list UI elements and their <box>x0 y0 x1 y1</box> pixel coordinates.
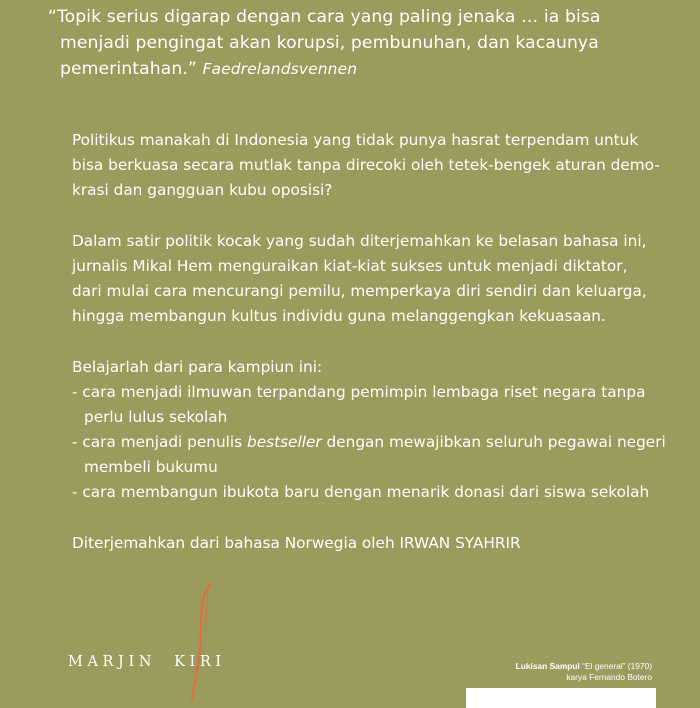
publisher-name-part1: MARJIN <box>68 654 157 670</box>
list-item-3: - cara membangun ibukota baru dengan menarik donasi dari siswa sekolah <box>72 483 650 501</box>
caption-rest: “El general” (1970) <box>579 661 652 671</box>
cover-art-caption <box>516 661 652 683</box>
blurb-quote <box>48 4 680 82</box>
list-item-2-cont: membeli bukumu <box>84 458 218 476</box>
list-item-2 <box>72 430 692 455</box>
list-item-1: - cara menjadi ilmuwan terpandang pemimpin lembaga riset negara tanpa <box>72 383 646 401</box>
caption-bold: Lukisan Sampul <box>515 661 580 671</box>
translator-credit: Diterjemahkan dari bahasa Norwegia oleh IRWAN SYAHRIR <box>72 534 521 552</box>
paragraph1-line: krasi dan gangguan kubu oposisi? <box>72 181 333 199</box>
quote-source: Faedrelandsvennen <box>202 60 358 78</box>
caption-line-1 <box>516 661 652 672</box>
paragraph2-line: hingga membangun kultus individu guna melanggengkan kekuasaan. <box>72 307 606 325</box>
paragraph2-line: dari mulai cara mencurangi pemilu, memperkaya diri sendiri dan keluarga, <box>72 282 647 300</box>
publisher-logo <box>68 654 226 670</box>
publisher-logo-mark-icon <box>188 582 220 702</box>
paragraph2-line: Dalam satir politik kocak yang sudah diterjemahkan ke belasan bahasa ini, <box>72 232 647 250</box>
barcode-area <box>466 688 656 708</box>
back-cover-body <box>72 128 692 556</box>
paragraph2-line: jurnalis Mikal Hem menguraikan kiat-kiat sukses untuk menjadi diktator, <box>72 257 628 275</box>
bestseller-emphasis: bestseller <box>247 433 322 451</box>
quote-line-2: menjadi pengingat akan korupsi, pembunuhan, dan kacaunya <box>60 33 599 53</box>
quote-line-3-text: pemerintahan.” <box>60 59 197 79</box>
quote-line-1: “Topik serius digarap dengan cara yang paling jenaka … ia bisa <box>48 7 601 27</box>
list-item-1-cont: perlu lulus sekolah <box>84 408 228 426</box>
list-item-2-post: dengan mewajibkan seluruh pegawai negeri <box>321 433 666 451</box>
caption-line-2: karya Fernando Botero <box>566 672 652 682</box>
publisher-name-part2: KIRI <box>174 654 226 670</box>
paragraph1-line: Politikus manakah di Indonesia yang tidak punya hasrat terpendam untuk <box>72 131 639 149</box>
list-intro: Belajarlah dari para kampiun ini: <box>72 358 323 376</box>
paragraph1-line: bisa berkuasa secara mutlak tanpa direcoki oleh tetek-bengek aturan demo- <box>72 156 660 174</box>
quote-line-3 <box>60 56 680 82</box>
list-item-2-pre: - cara menjadi penulis <box>72 433 247 451</box>
